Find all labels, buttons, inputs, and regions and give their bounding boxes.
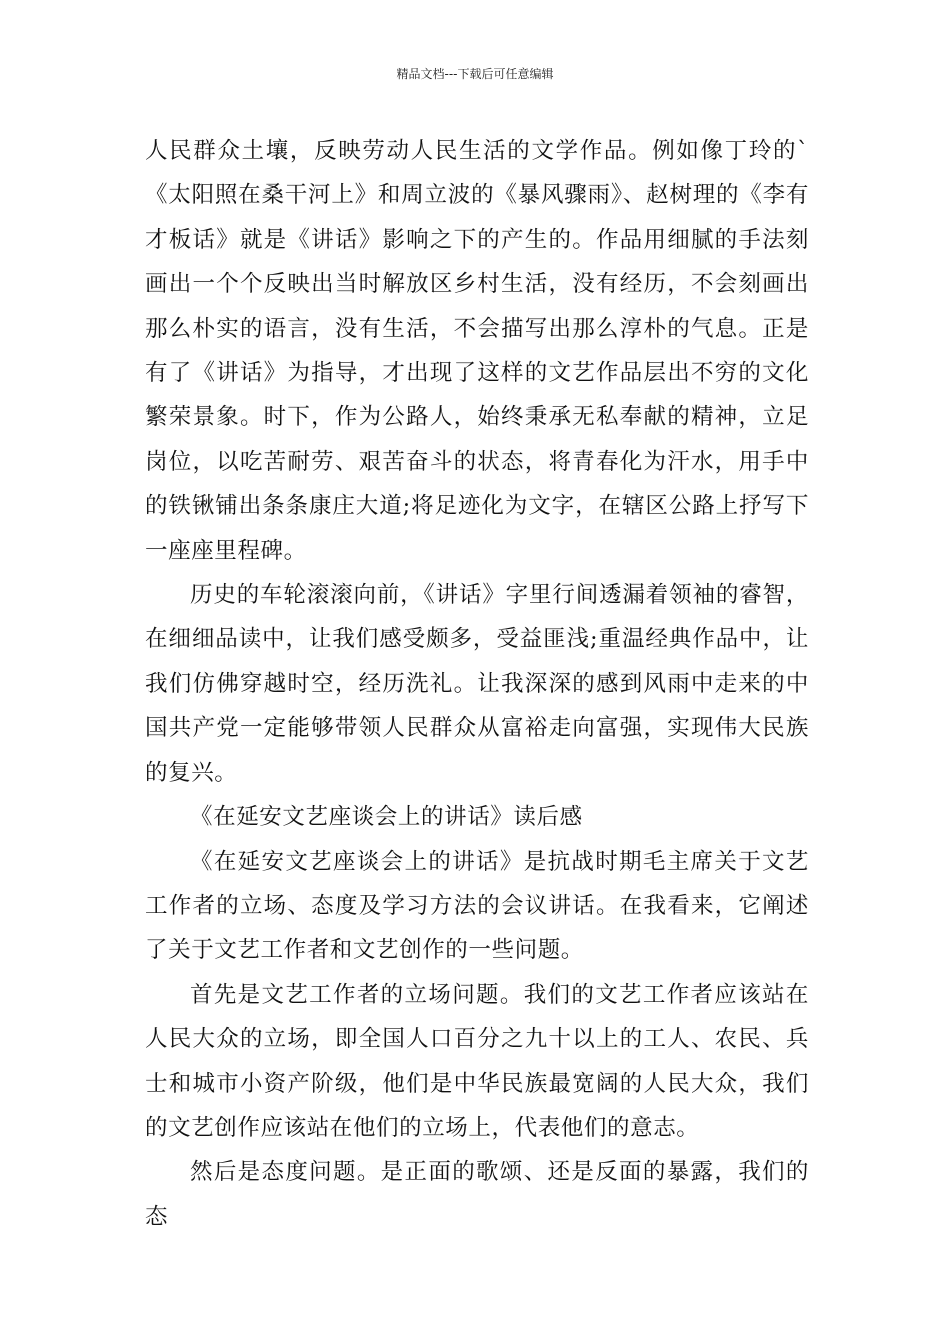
paragraph-3: 《在延安文艺座谈会上的讲话》是抗战时期毛主席关于文艺工作者的立场、态度及学习方法的会议讲话。在我看来，它阐述了关于文艺工作者和文艺创作的一些问题。 bbox=[145, 848, 809, 964]
document-body bbox=[145, 129, 809, 1239]
paragraph-5: 然后是态度问题。是正面的歌颂、还是反面的暴露，我们的态 bbox=[145, 1159, 809, 1230]
section-title: 《在延安文艺座谈会上的讲话》读后感 bbox=[190, 804, 583, 831]
paragraph-2: 历史的车轮滚滚向前，《讲话》字里行间透漏着领袖的睿智，在细细品读中，让我们感受颇多，受益匪浅;重温经典作品中，让我们仿佛穿越时空，经历洗礼。让我深深的感到风雨中走来的中国共产党一定能够带领人民群众从富裕走向富强，实现伟大民族的复兴。 bbox=[145, 582, 809, 786]
page-header: 精品文档---下载后可任意编辑 bbox=[396, 67, 554, 81]
paragraph-1: 人民群众土壤，反映劳动人民生活的文学作品。例如像丁玲的`《太阳照在桑干河上》和周立波的《暴风骤雨》、赵树理的《李有才板话》就是《讲话》影响之下的产生的。作品用细腻的手法刻画出一个个反映出当时解放区乡村生活，没有经历，不会刻画出那么朴实的语言，没有生活，不会描写出那么淳朴的气息。正是有了《讲话》为指导，才出现了这样的文艺作品层出不穷的文化繁荣景象。时下，作为公路人，始终秉承无私奉献的精神，立足岗位，以吃苦耐劳、艰苦奋斗的状态，将青春化为汗水，用手中的铁锹铺出条条康庄大道;将足迹化为文字，在辖区公路上抒写下一座座里程碑。 bbox=[145, 138, 809, 564]
paragraph-4: 首先是文艺工作者的立场问题。我们的文艺工作者应该站在人民大众的立场，即全国人口百分之九十以上的工人、农民、兵士和城市小资产阶级，他们是中华民族最宽阔的人民大众，我们的文艺创作应该站在他们的立场上，代表他们的意志。 bbox=[145, 981, 809, 1141]
